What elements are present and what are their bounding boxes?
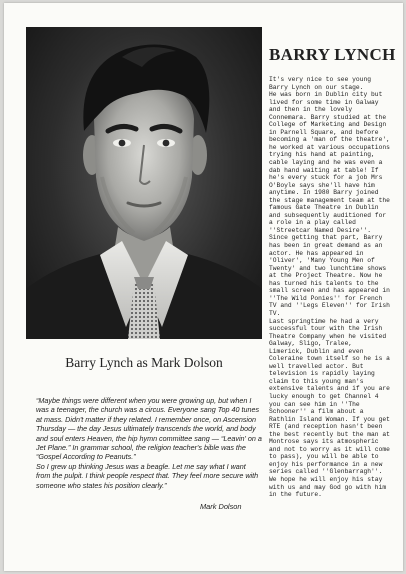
character-quote — [36, 396, 262, 490]
actor-portrait-photo — [26, 27, 262, 339]
quote-signature: Mark Dolson — [200, 502, 242, 511]
quote-paragraph: So I grew up thinking Jesus was a beagle. Let me say what I want from the pulpit. I think people respect that. They feel more secure with someone who states his position clearly.” — [36, 461, 259, 490]
actor-name-heading: BARRY LYNCH — [269, 45, 396, 64]
photo-caption: Barry Lynch as Mark Dolson — [65, 355, 223, 370]
biography-paragraph: Last springtime he had a very successful tour with the Irish Theatre Company when he visited Galway, Sligo, Tralee, Limerick, Dublin and even Coleraine town itself so he is a well travelled actor. But television is rapidly laying claim to this young man's extensive talents and if you are lucky enough to get Channel 4 you can see him in ''The Schooner'' a film about a Rathlin Island Woman. If you get RTE (and reception hasn't been the best recently but the man at Montrose says its atmospheric and not to worry as it will come to pass), you will be able to enjoy his performance in a new series called ''Glenbarragh''. We hope he will enjoy his stay with us and may God go with him in the future. — [269, 317, 390, 499]
biography-paragraph: It's very nice to see young Barry Lynch on our stage. He was born in Dublin city but lived for some time in Galway and then in the lovely Connemara. Barry studied at the College of Marketing and Design in Parnell Square, and before becoming a 'man of the theatre', he worked at various occupations trying his hand at painting, cable laying and he was even a dab hand waiting at table! If he's every stuck for a job Mrs O'Boyle says she'll have him anytime. In 1980 Barry joined the stage management team at the famous Gate Theatre in Dublin and subsequently auditioned for a role in a play called ''Streetcar Named Desire''. Since getting that part, Barry has been in great demand as an actor. He has appeared in 'Oliver', 'Many Young Men of Twenty' and two lunchtime shows at the Project Theatre. Now he has turned his talents to the small screen and has appeared in ''The Wild Ponies'' for French TV and ''Legs Eleven'' for Irish TV. — [269, 76, 390, 317]
programme-page — [4, 3, 403, 571]
actor-biography — [269, 76, 397, 499]
quote-paragraph: “Maybe things were different when you were growing up, but when I was a teenager, the church was a circus. Everyone sang Top 40 tunes at mass. Didn't matter if they related. I remember once, on Ascension Thursday — the day Jesus ultimately transcends the world, and body and soul enters Heaven, the hip hymn committee sang — “Leavin' on a Jet Plane.” In grammar school, the religion teacher's bible was the “Gospel According to Peanuts.” — [36, 396, 262, 462]
